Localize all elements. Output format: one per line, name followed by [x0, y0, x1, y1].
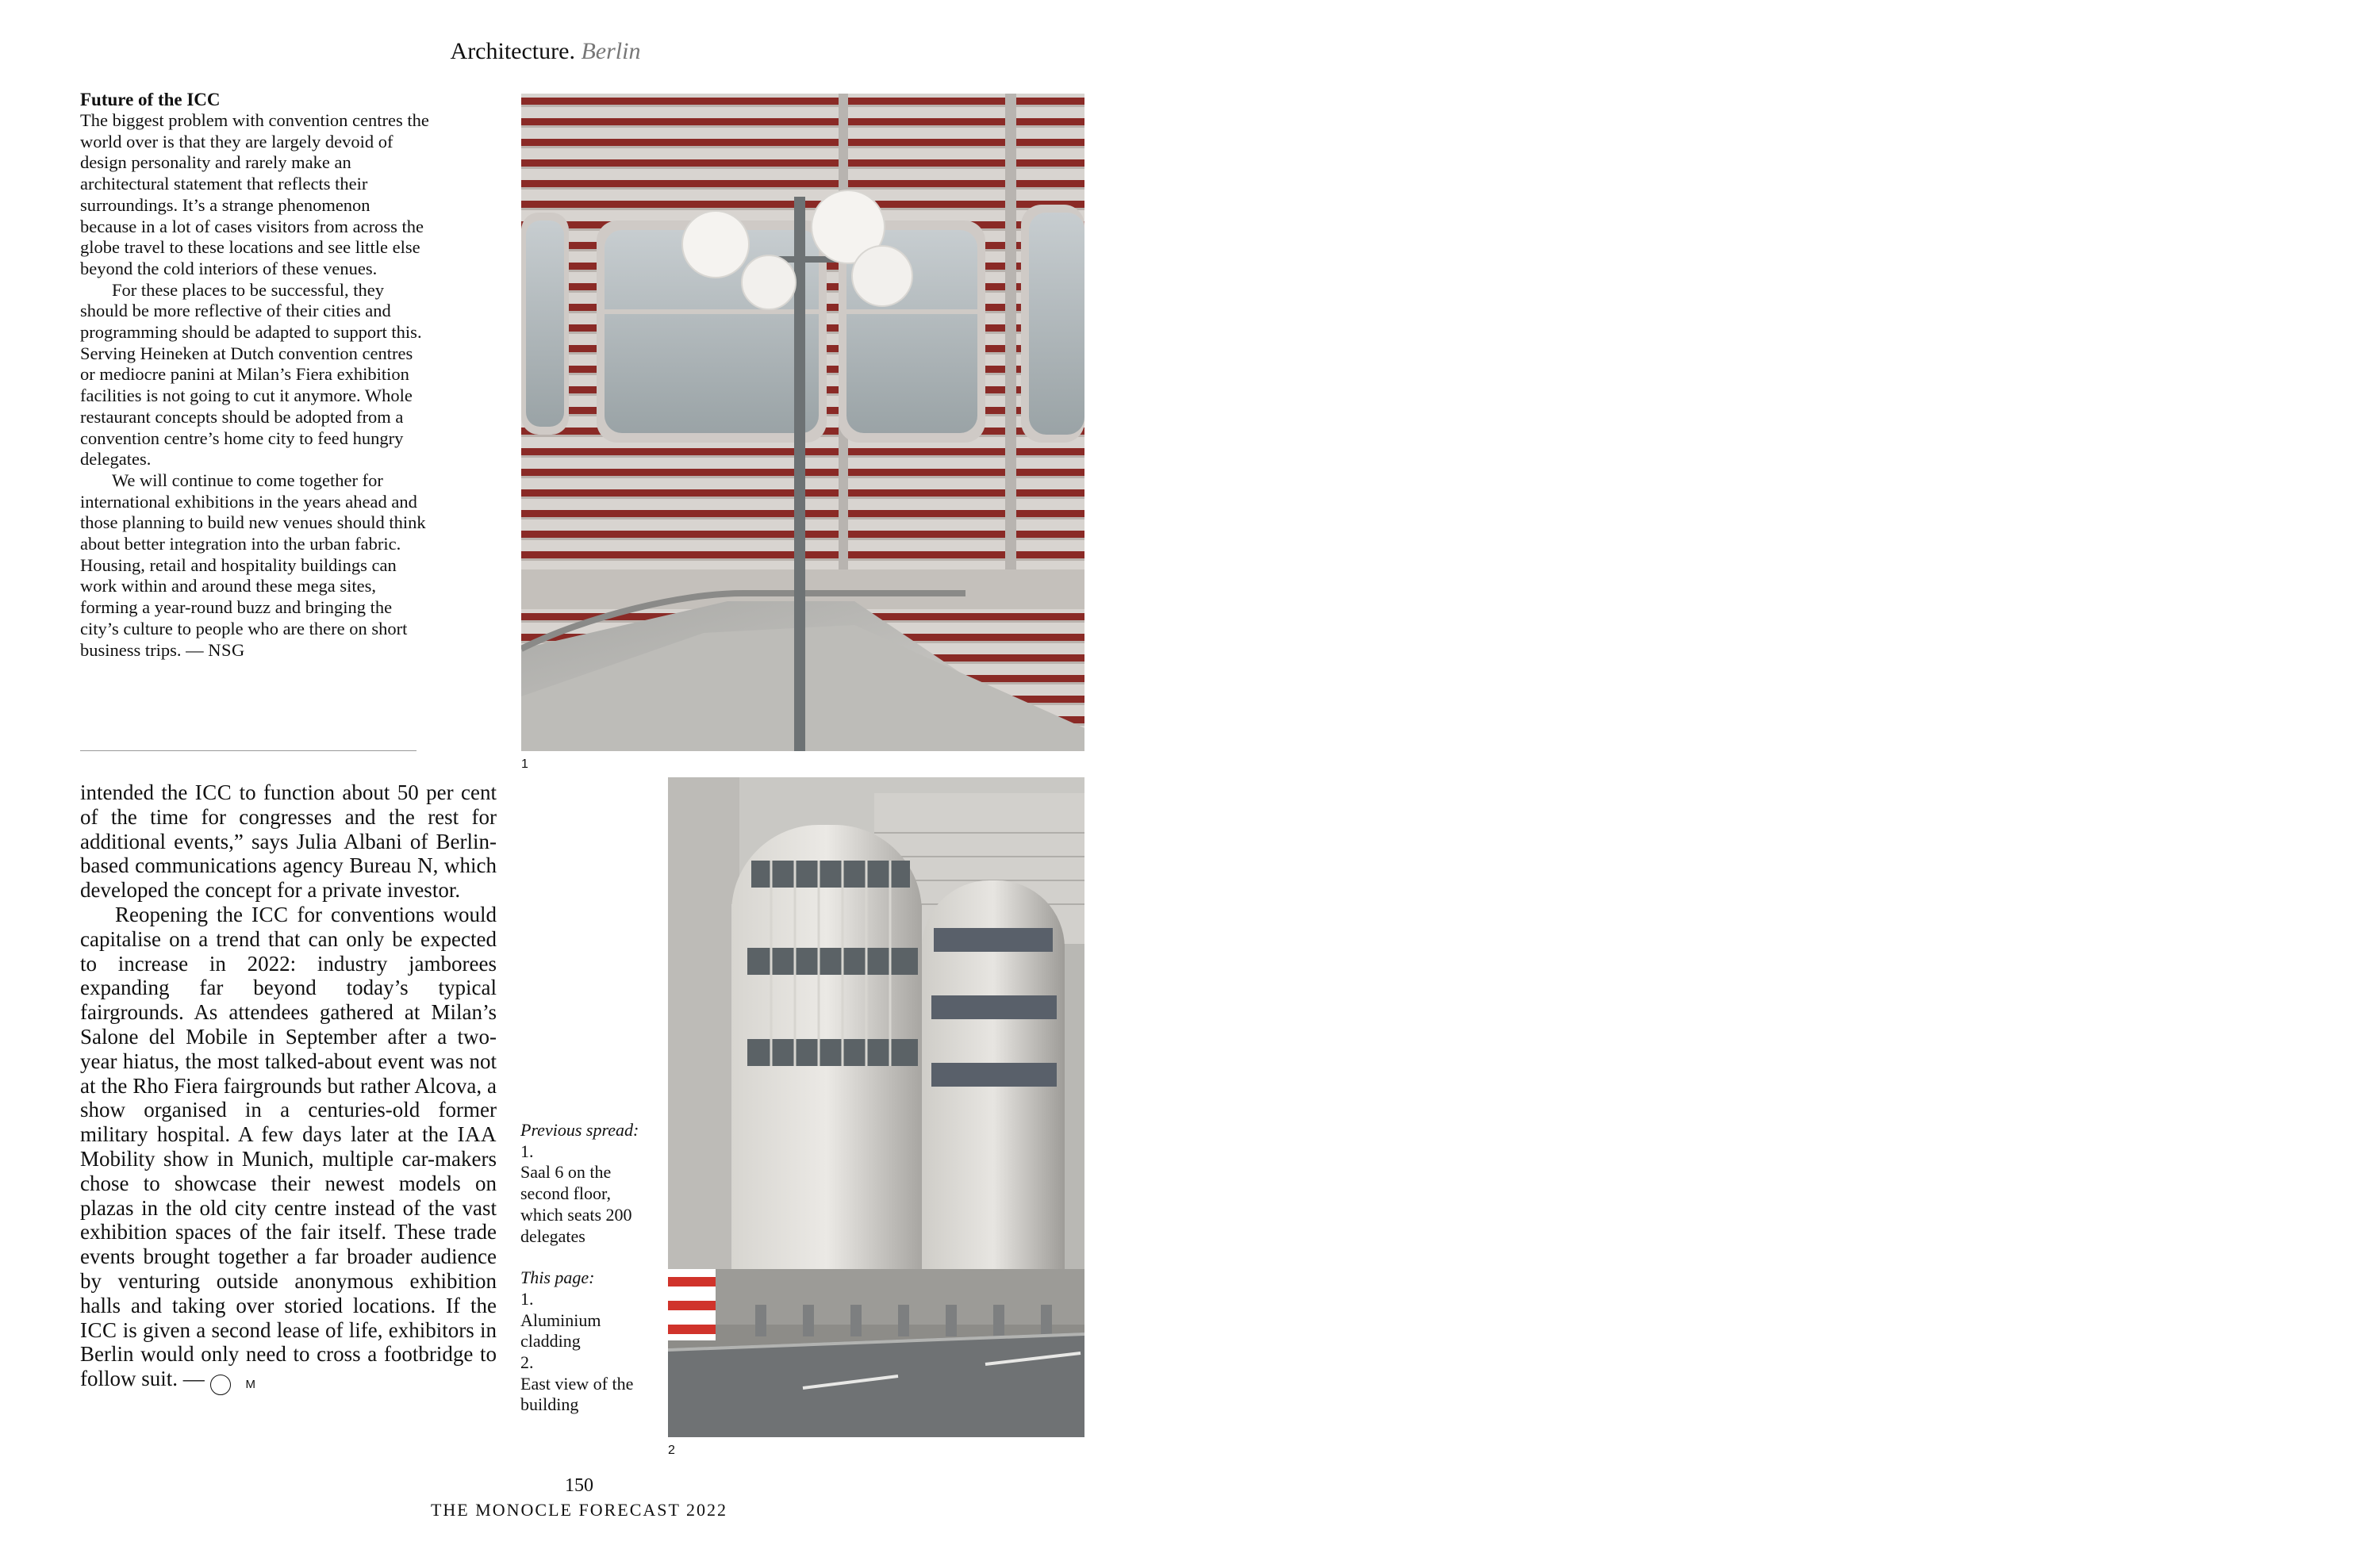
photo-captions: [520, 1120, 647, 1416]
caption-previous-label: Previous spread:: [520, 1120, 639, 1140]
monocle-end-icon: M: [210, 1375, 231, 1395]
sidebar-divider: [80, 750, 416, 751]
photo-1-number: 1: [521, 757, 528, 771]
section-title: [0, 38, 1091, 65]
photo-2-number: 2: [668, 1444, 675, 1457]
photo-east-view: [668, 777, 1084, 1437]
article-body: [80, 780, 497, 1395]
sidebar-paragraph-2: For these places to be successful, they should be more reflective of their cities and programming should be adapted to support this. Serving Heineken at Dutch convention centres or mediocre panini at Milan’s Fiera exhibition facilities is not going to cut it anymore. Whole restaurant concepts should be adopted from a convention centre’s home city to feed hungry delegates.: [80, 279, 422, 470]
caption-this-text-1: Aluminium cladding: [520, 1310, 601, 1352]
photo-aluminium-cladding: [521, 94, 1084, 751]
sidebar-signoff: NSG: [208, 639, 245, 660]
caption-previous-number: 1.: [520, 1141, 534, 1161]
sidebar-heading: Future of the ICC: [80, 90, 221, 109]
caption-this-number-1: 1.: [520, 1288, 534, 1309]
sidebar-paragraph-1: The biggest problem with convention centres the world over is that they are largely devoid of design personality and rarely make an architectural statement that reflects their surroundings. It’s a strange phenomenon because in a lot of cases visitors from across the globe travel to these locations and see little else beyond the cold interiors of these venues.: [80, 110, 429, 278]
caption-previous-text: Saal 6 on the second floor, which seats 200 delegates: [520, 1162, 632, 1246]
sidebar-box: [80, 89, 429, 661]
caption-this-label: This page:: [520, 1267, 595, 1288]
page-number: 150: [565, 1475, 593, 1496]
section-name: Architecture.: [450, 38, 575, 64]
magazine-name: THE MONOCLE FORECAST 2022: [430, 1500, 728, 1520]
section-city: Berlin: [581, 38, 641, 64]
sidebar-paragraph-3: [80, 470, 429, 661]
body-paragraph-2: Reopening the ICC for conventions would capitalise on a trend that can only be expected to increase in 2022: industry jamborees expanding far beyond today’s typical fairgrounds. As attendees gathered at Milan’s Salone del Mobile in September after a two-year hiatus, the most talked-about event was not at the Rho Fiera fairgrounds but rather Alcova, a show organised in a centuries-old former military hospital. A few days later at the IAA Mobility show in Munich, multiple car-makers chose to showcase their newest models on plazas in the old city centre instead of the vast exhibition spaces of the fair itself. These trade events brought together a far broader audience by venturing outside anonymous exhibition halls and taking over storied locations. If the ICC is given a second lease of life, exhibitors in Berlin would only need to cross a footbridge to follow suit. — M: [80, 903, 497, 1395]
caption-this-text-2: East view of the building: [520, 1373, 634, 1415]
sidebar-paragraph-3-text: We will continue to come together for international exhibitions in the years ahead and those planning to build new venues should think about better integration into the urban fabric. Housing, retail and hospitality buildings can work within and around these mega sites, forming a year-round buzz and bringing the city’s culture to people who are there on short business trips. —: [80, 470, 426, 660]
caption-this-number-2: 2.: [520, 1352, 534, 1373]
body-paragraph-1: intended the ICC to function about 50 per cent of the time for congresses and the rest for additional events,” says Julia Albani of Berlin-based communications agency Bureau N, which developed the concept for a private investor.: [80, 780, 497, 903]
